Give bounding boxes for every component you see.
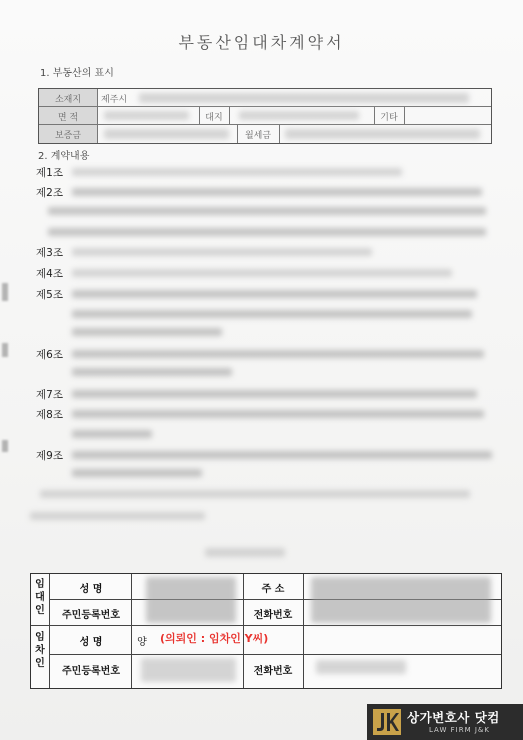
table-divider (404, 106, 405, 124)
redacted-rent (285, 129, 480, 139)
article-4-label: 제4조 (36, 268, 63, 280)
tenant-label-text: 임차인 (35, 632, 45, 669)
landlord-address-label: 주 소 (261, 584, 285, 595)
redacted-landlord-address (311, 577, 491, 623)
property-table (38, 88, 492, 144)
scan-mark (2, 343, 8, 357)
redacted-area (104, 111, 189, 120)
redacted-closing-text (40, 490, 470, 498)
law-firm-logo-icon (373, 709, 401, 735)
rent-label: 월세금 (244, 131, 272, 141)
redacted-article-text (48, 228, 486, 236)
redacted-article-text (72, 410, 484, 418)
redacted-address (139, 93, 469, 103)
article-6-label: 제6조 (36, 349, 63, 361)
article-3-label: 제3조 (36, 247, 63, 259)
section-property-heading: 1. 부동산의 표시 (40, 68, 114, 79)
table-divider (279, 124, 280, 143)
article-8-label: 제8조 (36, 409, 63, 421)
land-label: 대지 (205, 113, 223, 123)
landlord-label (31, 578, 49, 617)
redacted-closing-text (30, 512, 205, 520)
redacted-article-text (72, 368, 232, 376)
redacted-tenant-phone (316, 660, 406, 674)
location-value: 제주시 (101, 95, 128, 105)
article-2-label: 제2조 (36, 187, 63, 199)
scan-mark (2, 283, 8, 301)
landlord-name-label: 성 명 (79, 584, 103, 595)
article-1-label: 제1조 (36, 167, 63, 179)
tenant-name-prefix: 양 (137, 637, 147, 648)
redacted-article-text (72, 451, 492, 459)
table-divider (229, 106, 230, 124)
redacted-article-text (72, 269, 452, 277)
tenant-name-label: 성 명 (79, 637, 103, 648)
area-label: 면 적 (57, 113, 79, 123)
redacted-article-text (72, 469, 202, 477)
table-divider (97, 89, 98, 143)
table-divider (303, 574, 304, 688)
redacted-deposit (104, 129, 229, 139)
document-title: 부동산임대차계약서 (178, 33, 345, 52)
redacted-landlord-name (146, 577, 236, 623)
redacted-tenant-id (141, 658, 236, 682)
redacted-land (239, 111, 359, 120)
redacted-date (205, 548, 285, 557)
redacted-article-text (48, 207, 486, 215)
landlord-id-label: 주민등록번호 (62, 610, 120, 621)
redacted-article-text (72, 168, 402, 176)
article-7-label: 제7조 (36, 389, 63, 401)
redacted-article-text (72, 188, 482, 196)
scan-mark (2, 440, 8, 452)
table-divider (49, 574, 50, 688)
redacted-article-text (72, 390, 477, 398)
table-row (39, 106, 491, 107)
article-9-label: 제9조 (36, 450, 63, 462)
table-row (39, 124, 491, 125)
table-row (31, 625, 501, 626)
tenant-id-label: 주민등록번호 (62, 666, 120, 677)
redacted-article-text (72, 350, 484, 358)
tenant-phone-label: 전화번호 (253, 666, 293, 677)
law-firm-watermark (367, 704, 523, 740)
client-note: (의뢰인 : 임차인 Y씨) (160, 632, 269, 645)
location-label: 소재지 (54, 95, 82, 105)
landlord-label-text: 임대인 (35, 579, 45, 616)
table-divider (131, 574, 132, 688)
deposit-label: 보증금 (54, 131, 82, 141)
redacted-article-text (72, 248, 372, 256)
landlord-phone-label: 전화번호 (253, 610, 293, 621)
table-row (49, 654, 501, 655)
redacted-article-text (72, 310, 472, 318)
etc-label: 기타 (380, 113, 398, 123)
section-terms-heading: 2. 계약내용 (38, 151, 90, 162)
watermark-subtitle: LAW FIRM J&K (429, 726, 490, 734)
tenant-label (31, 631, 49, 670)
redacted-article-text (72, 328, 222, 336)
article-5-label: 제5조 (36, 289, 63, 301)
redacted-article-text (72, 430, 152, 438)
watermark-name: 상가변호사 닷컴 (407, 710, 500, 725)
redacted-article-text (72, 290, 477, 298)
